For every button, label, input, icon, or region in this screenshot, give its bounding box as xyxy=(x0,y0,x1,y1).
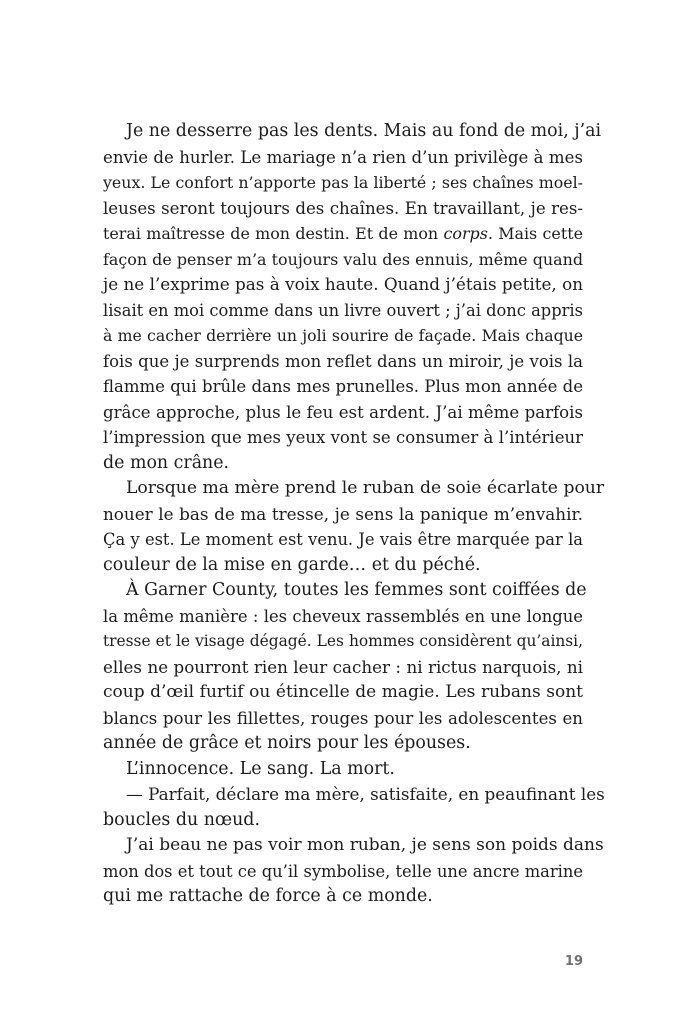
text-line xyxy=(103,400,583,426)
text-line-content: lisait en moi comme dans un livre ouvert ; j’ai donc appris xyxy=(103,300,583,320)
text-line-content: grâce approche, plus le feu est ardent. J’ai même parfois xyxy=(103,402,583,422)
text-line-content: nouer le bas de ma tresse, je sens la panique m’envahir. xyxy=(103,503,583,524)
text-line xyxy=(103,553,583,579)
text-line xyxy=(103,145,583,171)
text-line-continuation: . Mais cette xyxy=(487,224,583,243)
text-line xyxy=(103,247,583,273)
text-line xyxy=(103,272,583,298)
text-line xyxy=(103,680,583,706)
text-line xyxy=(103,833,604,859)
text-line-content: leuses seront toujours des chaînes. En travaillant, je res- xyxy=(103,198,583,218)
text-line xyxy=(103,782,605,808)
text-line xyxy=(103,527,583,553)
text-line-content: elles ne pourront rien leur cacher : ni rictus narquois, ni xyxy=(103,656,583,677)
text-line-content: fois que je surprends mon reflet dans un miroir, je vois la xyxy=(103,351,583,371)
text-line xyxy=(103,859,583,885)
text-line xyxy=(103,655,583,681)
text-line xyxy=(103,349,583,375)
text-line xyxy=(103,757,583,783)
text-line xyxy=(103,119,602,145)
page-number: 19 xyxy=(564,954,583,969)
text-line-content: coup d’œil furtif ou étincelle de magie. Les rubans sont xyxy=(103,682,583,702)
text-line-content: je ne l’exprime pas à voix haute. Quand j’étais petite, on xyxy=(103,274,583,294)
text-line xyxy=(103,374,583,400)
text-line-content: la même manière : les cheveux rassemblés en une longue xyxy=(103,606,583,626)
text-line xyxy=(103,425,583,451)
text-line xyxy=(103,451,583,477)
text-line xyxy=(103,298,583,324)
body-text xyxy=(103,119,605,910)
text-line-content: couleur de la mise en garde… et du péché. xyxy=(103,554,481,575)
text-line-content: qui me rattache de force à ce monde. xyxy=(103,886,433,906)
text-line xyxy=(103,706,583,732)
text-line-content: tresse et le visage dégagé. Les hommes considèrent qu’ainsi, xyxy=(103,632,583,650)
text-line-content: à me cacher derrière un joli sourire de façade. Mais chaque xyxy=(103,326,583,345)
text-line xyxy=(103,170,583,196)
text-line-content: terai maîtresse de mon destin. Et de mon xyxy=(103,224,444,243)
text-line xyxy=(103,502,583,528)
text-line-content: — Parfait, déclare ma mère, satisfaite, en peaufinant les xyxy=(126,784,605,804)
text-line-content: L’innocence. Le sang. La mort. xyxy=(126,758,395,779)
text-line xyxy=(103,221,583,247)
text-line-content: Ça y est. Le moment est venu. Je vais être marquée par la xyxy=(103,530,583,549)
text-line xyxy=(103,323,583,349)
text-line-content: blancs pour les fillettes, rouges pour les adolescentes en xyxy=(103,708,583,728)
text-line xyxy=(103,884,583,910)
text-line xyxy=(103,476,605,502)
italic-word: corps xyxy=(443,224,488,243)
text-line-content: façon de penser m’a toujours valu des ennuis, même quand xyxy=(103,249,583,269)
text-line-content: flamme qui brûle dans mes prunelles. Plus mon année de xyxy=(103,377,583,396)
text-line xyxy=(103,808,583,834)
text-line-content: de mon crâne. xyxy=(103,452,230,473)
text-line-content: mon dos et tout ce qu’il symbolise, telle une ancre marine xyxy=(103,861,583,881)
text-line-content: année de grâce et noirs pour les épouses. xyxy=(103,733,471,753)
text-line-content: Je ne desserre pas les dents. Mais au fond de moi, j’ai xyxy=(126,121,602,141)
text-line xyxy=(103,629,583,655)
text-line xyxy=(103,578,587,604)
text-line xyxy=(103,731,583,757)
text-line-content: J’ai beau ne pas voir mon ruban, je sens son poids dans xyxy=(126,835,604,855)
text-line-content: Lorsque ma mère prend le ruban de soie écarlate pour xyxy=(126,478,605,498)
text-line-content: l’impression que mes yeux vont se consumer à l’intérieur xyxy=(103,428,583,447)
text-line-content: yeux. Le confort n’apporte pas la liberté ; ses chaînes moel- xyxy=(103,173,583,192)
text-line-content: À Garner County, toutes les femmes sont coiffées de xyxy=(126,580,587,600)
text-line-content: envie de hurler. Le mariage n’a rien d’un privilège à mes xyxy=(103,147,583,167)
text-line xyxy=(103,604,583,630)
text-line-content: boucles du nœud. xyxy=(103,809,260,830)
text-line xyxy=(103,196,583,222)
